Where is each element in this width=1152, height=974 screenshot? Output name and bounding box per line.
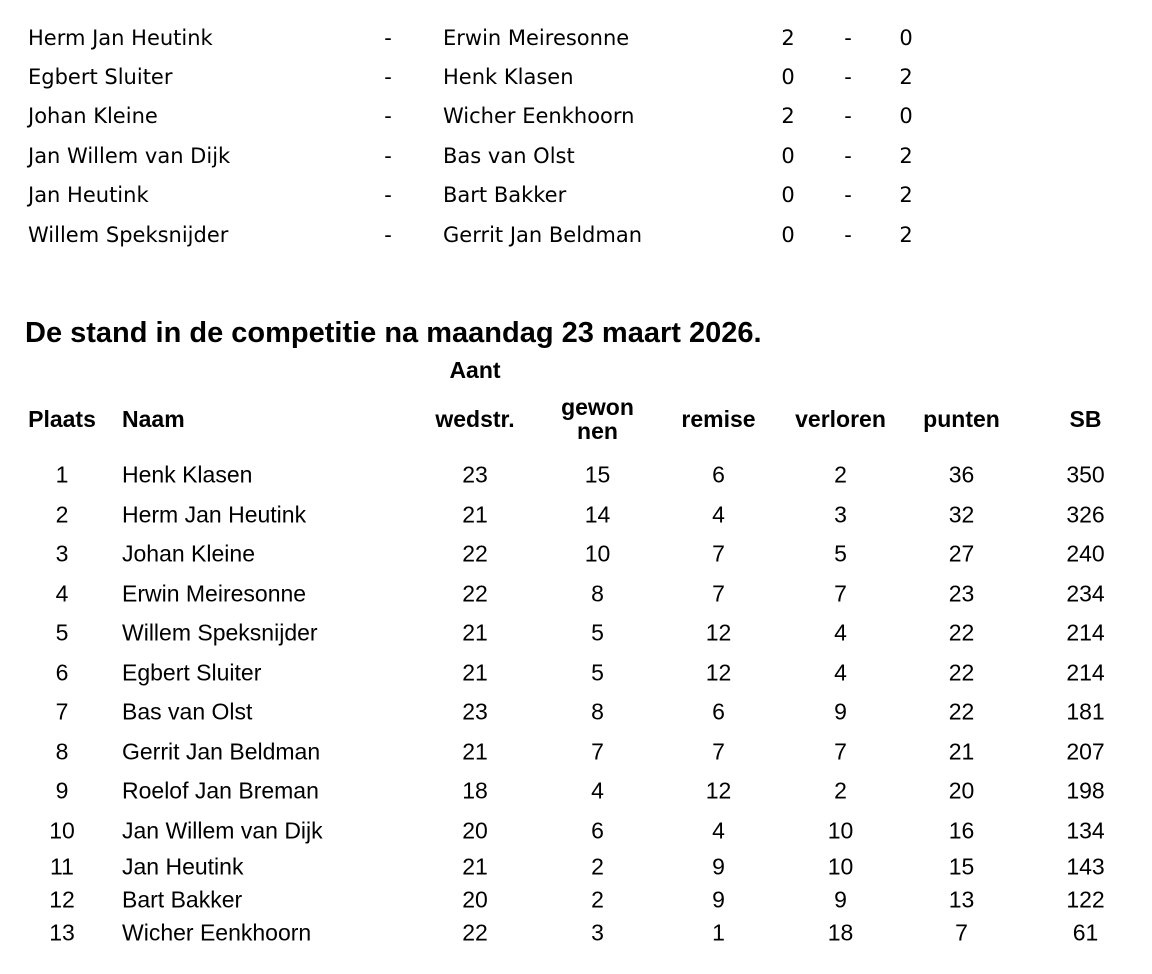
cell-wedstr: 22 [462,540,488,567]
cell-verloren: 9 [834,886,847,913]
score-separator-dash: - [844,65,852,90]
cell-naam: Willem Speksnijder [122,619,318,646]
cell-remise: 4 [712,817,725,844]
cell-plaats: 12 [49,886,75,913]
cell-gewonnen: 5 [591,619,604,646]
home-player-name: Herm Jan Heutink [28,25,213,50]
cell-sb: 326 [1066,501,1105,528]
cell-gewonnen: 14 [584,501,611,528]
cell-wedstr: 22 [462,919,488,946]
column-header-gewonnen-line1: gewon [561,394,634,420]
standings-row [0,732,1152,772]
cell-gewonnen: 5 [591,659,604,686]
standings-row [0,614,1152,654]
standings-title: De stand in de competitie na maandag 23 maart 2026. [25,317,762,349]
cell-remise: 7 [712,540,725,567]
score-separator-dash: - [844,104,852,129]
cell-naam: Bart Bakker [122,886,243,913]
cell-plaats: 4 [55,580,69,607]
home-score: 0 [781,65,795,90]
standings-row [0,574,1152,614]
home-player-name: Jan Willem van Dijk [28,143,231,168]
cell-gewonnen: 6 [591,817,604,844]
cell-wedstr: 21 [462,659,488,686]
match-result-row [0,18,1152,57]
cell-naam: Johan Kleine [122,540,255,567]
cell-plaats: 10 [49,817,75,844]
cell-punten: 32 [948,501,975,528]
cell-punten: 7 [955,919,968,946]
cell-gewonnen: 2 [591,853,604,880]
cell-plaats: 3 [55,540,69,567]
cell-verloren: 10 [827,817,854,844]
column-header-gewonnen [545,395,650,443]
cell-sb: 240 [1066,540,1105,567]
home-score: 2 [781,104,795,129]
cell-verloren: 4 [834,619,847,646]
cell-verloren: 10 [827,853,854,880]
cell-plaats: 1 [55,461,69,488]
cell-sb: 198 [1066,777,1105,804]
score-separator-dash: - [844,183,852,208]
cell-punten: 22 [948,659,975,686]
cell-gewonnen: 15 [584,461,611,488]
home-player-name: Jan Heutink [28,183,149,208]
cell-verloren: 5 [834,540,847,567]
home-score: 2 [781,25,795,50]
standings-row [0,535,1152,575]
cell-punten: 23 [948,580,975,607]
standings-table-body [0,456,1152,950]
away-score: 2 [899,143,913,168]
away-score: 2 [899,222,913,247]
players-separator-dash: - [384,222,392,247]
away-score: 0 [899,104,913,129]
cell-remise: 12 [705,659,732,686]
standings-row [0,917,1152,950]
away-player-name: Bart Bakker [443,183,567,208]
cell-wedstr: 23 [462,461,488,488]
cell-punten: 16 [948,817,975,844]
cell-wedstr: 20 [462,886,488,913]
cell-verloren: 7 [834,580,847,607]
cell-naam: Bas van Olst [122,698,253,725]
cell-plaats: 7 [55,698,69,725]
players-separator-dash: - [384,104,392,129]
cell-wedstr: 23 [462,698,488,725]
match-results-list [0,18,1152,254]
players-separator-dash: - [384,25,392,50]
cell-plaats: 13 [49,919,75,946]
cell-verloren: 9 [834,698,847,725]
cell-remise: 9 [712,886,725,913]
home-player-name: Johan Kleine [28,104,158,129]
cell-sb: 214 [1066,659,1105,686]
cell-punten: 22 [948,619,975,646]
cell-sb: 181 [1066,698,1105,725]
cell-plaats: 9 [55,777,69,804]
home-player-name: Willem Speksnijder [28,222,229,247]
away-score: 0 [899,25,913,50]
cell-wedstr: 21 [462,501,488,528]
cell-remise: 7 [712,738,725,765]
players-separator-dash: - [384,65,392,90]
column-header-gewonnen-line2: nen [577,418,618,444]
away-player-name: Gerrit Jan Beldman [443,222,643,247]
cell-gewonnen: 4 [591,777,604,804]
match-result-row [0,136,1152,175]
standings-row [0,811,1152,851]
score-separator-dash: - [844,143,852,168]
cell-sb: 134 [1066,817,1105,844]
column-header-naam: Naam [122,406,185,432]
cell-sb: 143 [1066,853,1105,880]
column-header-punten: punten [923,406,1000,432]
cell-verloren: 7 [834,738,847,765]
players-separator-dash: - [384,143,392,168]
cell-naam: Erwin Meiresonne [122,580,307,607]
standings-row [0,772,1152,812]
cell-plaats: 11 [50,853,74,880]
cell-verloren: 4 [834,659,847,686]
cell-wedstr: 21 [462,619,488,646]
match-result-row [0,97,1152,136]
cell-punten: 27 [948,540,975,567]
cell-gewonnen: 3 [591,919,604,946]
column-header-wedstr: wedstr. [435,406,515,432]
home-player-name: Egbert Sluiter [28,65,173,90]
cell-gewonnen: 7 [591,738,604,765]
cell-sb: 122 [1066,886,1105,913]
away-player-name: Wicher Eenkhoorn [443,104,635,129]
match-result-row [0,215,1152,254]
cell-punten: 21 [948,738,975,765]
cell-naam: Roelof Jan Breman [122,777,319,804]
cell-punten: 13 [948,886,975,913]
cell-punten: 36 [948,461,975,488]
cell-plaats: 5 [55,619,69,646]
cell-remise: 7 [712,580,725,607]
cell-gewonnen: 2 [591,886,604,913]
away-player-name: Erwin Meiresonne [443,25,630,50]
standings-row [0,884,1152,917]
standings-row [0,851,1152,884]
match-result-row [0,57,1152,96]
home-score: 0 [781,222,795,247]
cell-plaats: 8 [55,738,69,765]
column-header-verloren: verloren [795,406,886,432]
cell-verloren: 18 [827,919,854,946]
standings-row [0,495,1152,535]
cell-punten: 15 [948,853,975,880]
cell-wedstr: 22 [462,580,488,607]
cell-remise: 6 [712,698,725,725]
cell-remise: 12 [705,619,732,646]
cell-sb: 214 [1066,619,1105,646]
cell-wedstr: 20 [462,817,488,844]
away-player-name: Bas van Olst [443,143,575,168]
cell-verloren: 2 [834,777,847,804]
cell-verloren: 2 [834,461,847,488]
cell-naam: Henk Klasen [122,461,253,488]
cell-remise: 9 [712,853,725,880]
cell-wedstr: 21 [462,853,488,880]
away-player-name: Henk Klasen [443,65,574,90]
cell-punten: 22 [948,698,975,725]
cell-wedstr: 21 [462,738,488,765]
cell-gewonnen: 8 [591,698,604,725]
home-score: 0 [781,183,795,208]
home-score: 0 [781,143,795,168]
players-separator-dash: - [384,183,392,208]
standings-row [0,653,1152,693]
column-header-sb: SB [1069,406,1102,432]
away-score: 2 [899,65,913,90]
cell-naam: Gerrit Jan Beldman [122,738,321,765]
cell-sb: 207 [1066,738,1105,765]
cell-remise: 6 [712,461,725,488]
standings-header-row [0,394,1152,444]
cell-wedstr: 18 [462,777,488,804]
column-header-remise: remise [681,406,756,432]
score-separator-dash: - [844,222,852,247]
cell-gewonnen: 8 [591,580,604,607]
cell-naam: Jan Willem van Dijk [122,817,323,844]
away-score: 2 [899,183,913,208]
cell-sb: 350 [1066,461,1105,488]
cell-naam: Herm Jan Heutink [122,501,307,528]
standings-row [0,693,1152,733]
score-separator-dash: - [844,25,852,50]
standings-row [0,456,1152,496]
cell-naam: Egbert Sluiter [122,659,262,686]
cell-plaats: 2 [55,501,69,528]
cell-naam: Wicher Eenkhoorn [122,919,312,946]
cell-remise: 4 [712,501,725,528]
cell-gewonnen: 10 [584,540,611,567]
cell-remise: 1 [712,919,725,946]
cell-remise: 12 [705,777,732,804]
column-header-aant: Aant [449,357,501,383]
cell-sb: 61 [1072,919,1099,946]
cell-punten: 20 [948,777,975,804]
cell-verloren: 3 [834,501,847,528]
cell-plaats: 6 [55,659,69,686]
cell-sb: 234 [1066,580,1105,607]
match-result-row [0,176,1152,215]
cell-naam: Jan Heutink [122,853,244,880]
column-header-plaats: Plaats [28,406,96,432]
